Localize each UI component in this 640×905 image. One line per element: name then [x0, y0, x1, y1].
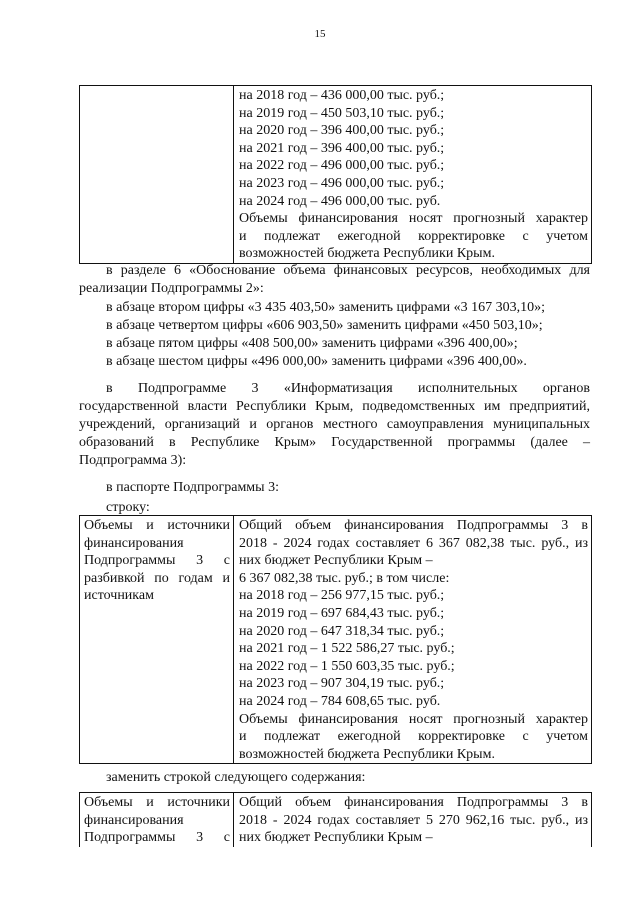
table3-left-line: финансирования	[84, 812, 184, 828]
table1-year-line: на 2021 год – 396 400,00 тыс. руб.;	[239, 140, 445, 156]
table-old-row	[79, 515, 592, 764]
replace-line: заменить строкой следующего содержания:	[106, 770, 366, 785]
subprogram3-line: Подпрограмма 3):	[79, 453, 187, 468]
table1-right-cell	[234, 86, 592, 264]
table1-year-line: на 2018 год – 436 000,00 тыс. руб.;	[239, 88, 445, 103]
table3-left-line: Объемы и источники	[84, 795, 230, 810]
table1-year-line: на 2019 год – 450 503,10 тыс. руб.;	[239, 105, 445, 121]
section6-line1: в разделе 6 «Обоснование объема финансовых ресурсов, необходимых для	[106, 263, 590, 278]
table2-left-cell	[80, 516, 234, 764]
table2-year-line: на 2020 год – 647 318,34 тыс. руб.;	[239, 623, 445, 639]
table2-year-line: на 2022 год – 1 550 603,35 тыс. руб.;	[239, 658, 455, 674]
table2-year-line: на 2023 год – 907 304,19 тыс. руб.;	[239, 676, 445, 692]
table-new-row	[79, 792, 592, 847]
table2-head-line: 6 367 082,38 тыс. руб.; в том числе:	[239, 570, 450, 586]
table1-left-cell	[80, 86, 234, 264]
table1-year-line: на 2020 год – 396 400,00 тыс. руб.;	[239, 123, 445, 139]
table2-left-line: разбивкой по годам и	[84, 570, 230, 586]
section6-line2: реализации Подпрограммы 2»:	[79, 281, 264, 296]
subprogram3-line: государственной власти Республики Крым, подведомственных им предприятий,	[79, 399, 590, 414]
subprogram3-line: образований в Республике Крым» Государственной программы (далее –	[79, 435, 590, 450]
page-number: 15	[314, 28, 326, 40]
table-continuation	[79, 85, 592, 264]
table2-left-line: Подпрограммы 3 с	[84, 553, 230, 569]
table3-left-line: Подпрограммы 3 с	[84, 830, 230, 846]
subprogram3-line: в Подпрограмме 3 «Информатизация исполнительных органов	[106, 381, 590, 396]
section6-item: в абзаце втором цифры «3 435 403,50» заменить цифрами «3 167 303,10»;	[106, 300, 545, 315]
table2-head-line: них бюджет Республики Крым –	[239, 553, 433, 569]
table2-head-line: Общий объем финансирования Подпрограммы 3 в	[239, 518, 588, 533]
table2-year-line: на 2021 год – 1 522 586,27 тыс. руб.;	[239, 641, 455, 657]
table1-note-line: возможностей бюджета Республики Крым.	[239, 246, 495, 262]
table2-note-line: Объемы финансирования носят прогнозный характер	[239, 711, 588, 727]
table2-left-line: финансирования	[84, 535, 184, 551]
table3-right-cell	[234, 793, 592, 847]
section6-item: в абзаце четвертом цифры «606 903,50» заменить цифрами «450 503,10»;	[106, 318, 543, 333]
table2-year-line: на 2019 год – 697 684,43 тыс. руб.;	[239, 605, 445, 621]
table2-year-line: на 2018 год – 256 977,15 тыс. руб.;	[239, 588, 445, 604]
table3-left-cell	[80, 793, 234, 847]
table2-note-line: и подлежат ежегодной корректировке с учетом	[239, 729, 588, 745]
table1-year-line: на 2024 год – 496 000,00 тыс. руб.	[239, 193, 441, 209]
section6-item: в абзаце шестом цифры «496 000,00» заменить цифрами «396 400,00».	[106, 354, 527, 369]
passport-line: в паспорте Подпрограммы 3:	[106, 480, 279, 495]
table2-note-line: возможностей бюджета Республики Крым.	[239, 746, 495, 762]
table2-year-line: на 2024 год – 784 608,65 тыс. руб.	[239, 693, 441, 709]
table2-right-cell	[234, 516, 592, 764]
table2-left-line: Объемы и источники	[84, 518, 230, 533]
table1-year-line: на 2023 год – 496 000,00 тыс. руб.;	[239, 175, 445, 191]
table1-year-line: на 2022 год – 496 000,00 тыс. руб.;	[239, 158, 445, 174]
table3-right-line: них бюджет Республики Крым –	[239, 830, 433, 846]
table2-left-line: источникам	[84, 588, 154, 604]
section6-item: в абзаце пятом цифры «408 500,00» заменить цифрами «396 400,00»;	[106, 336, 518, 351]
table2-head-line: 2018 - 2024 годах составляет 6 367 082,38 тыс. руб., из	[239, 535, 588, 551]
row-word: строку:	[106, 500, 150, 515]
table1-note-line: и подлежат ежегодной корректировке с учетом	[239, 228, 588, 244]
table3-right-line: 2018 - 2024 годах составляет 5 270 962,16 тыс. руб., из	[239, 812, 588, 828]
table1-note-line: Объемы финансирования носят прогнозный характер	[239, 211, 588, 227]
subprogram3-line: учреждений, организаций и органов местного самоуправления муниципальных	[79, 417, 590, 432]
table3-right-line: Общий объем финансирования Подпрограммы 3 в	[239, 795, 588, 810]
